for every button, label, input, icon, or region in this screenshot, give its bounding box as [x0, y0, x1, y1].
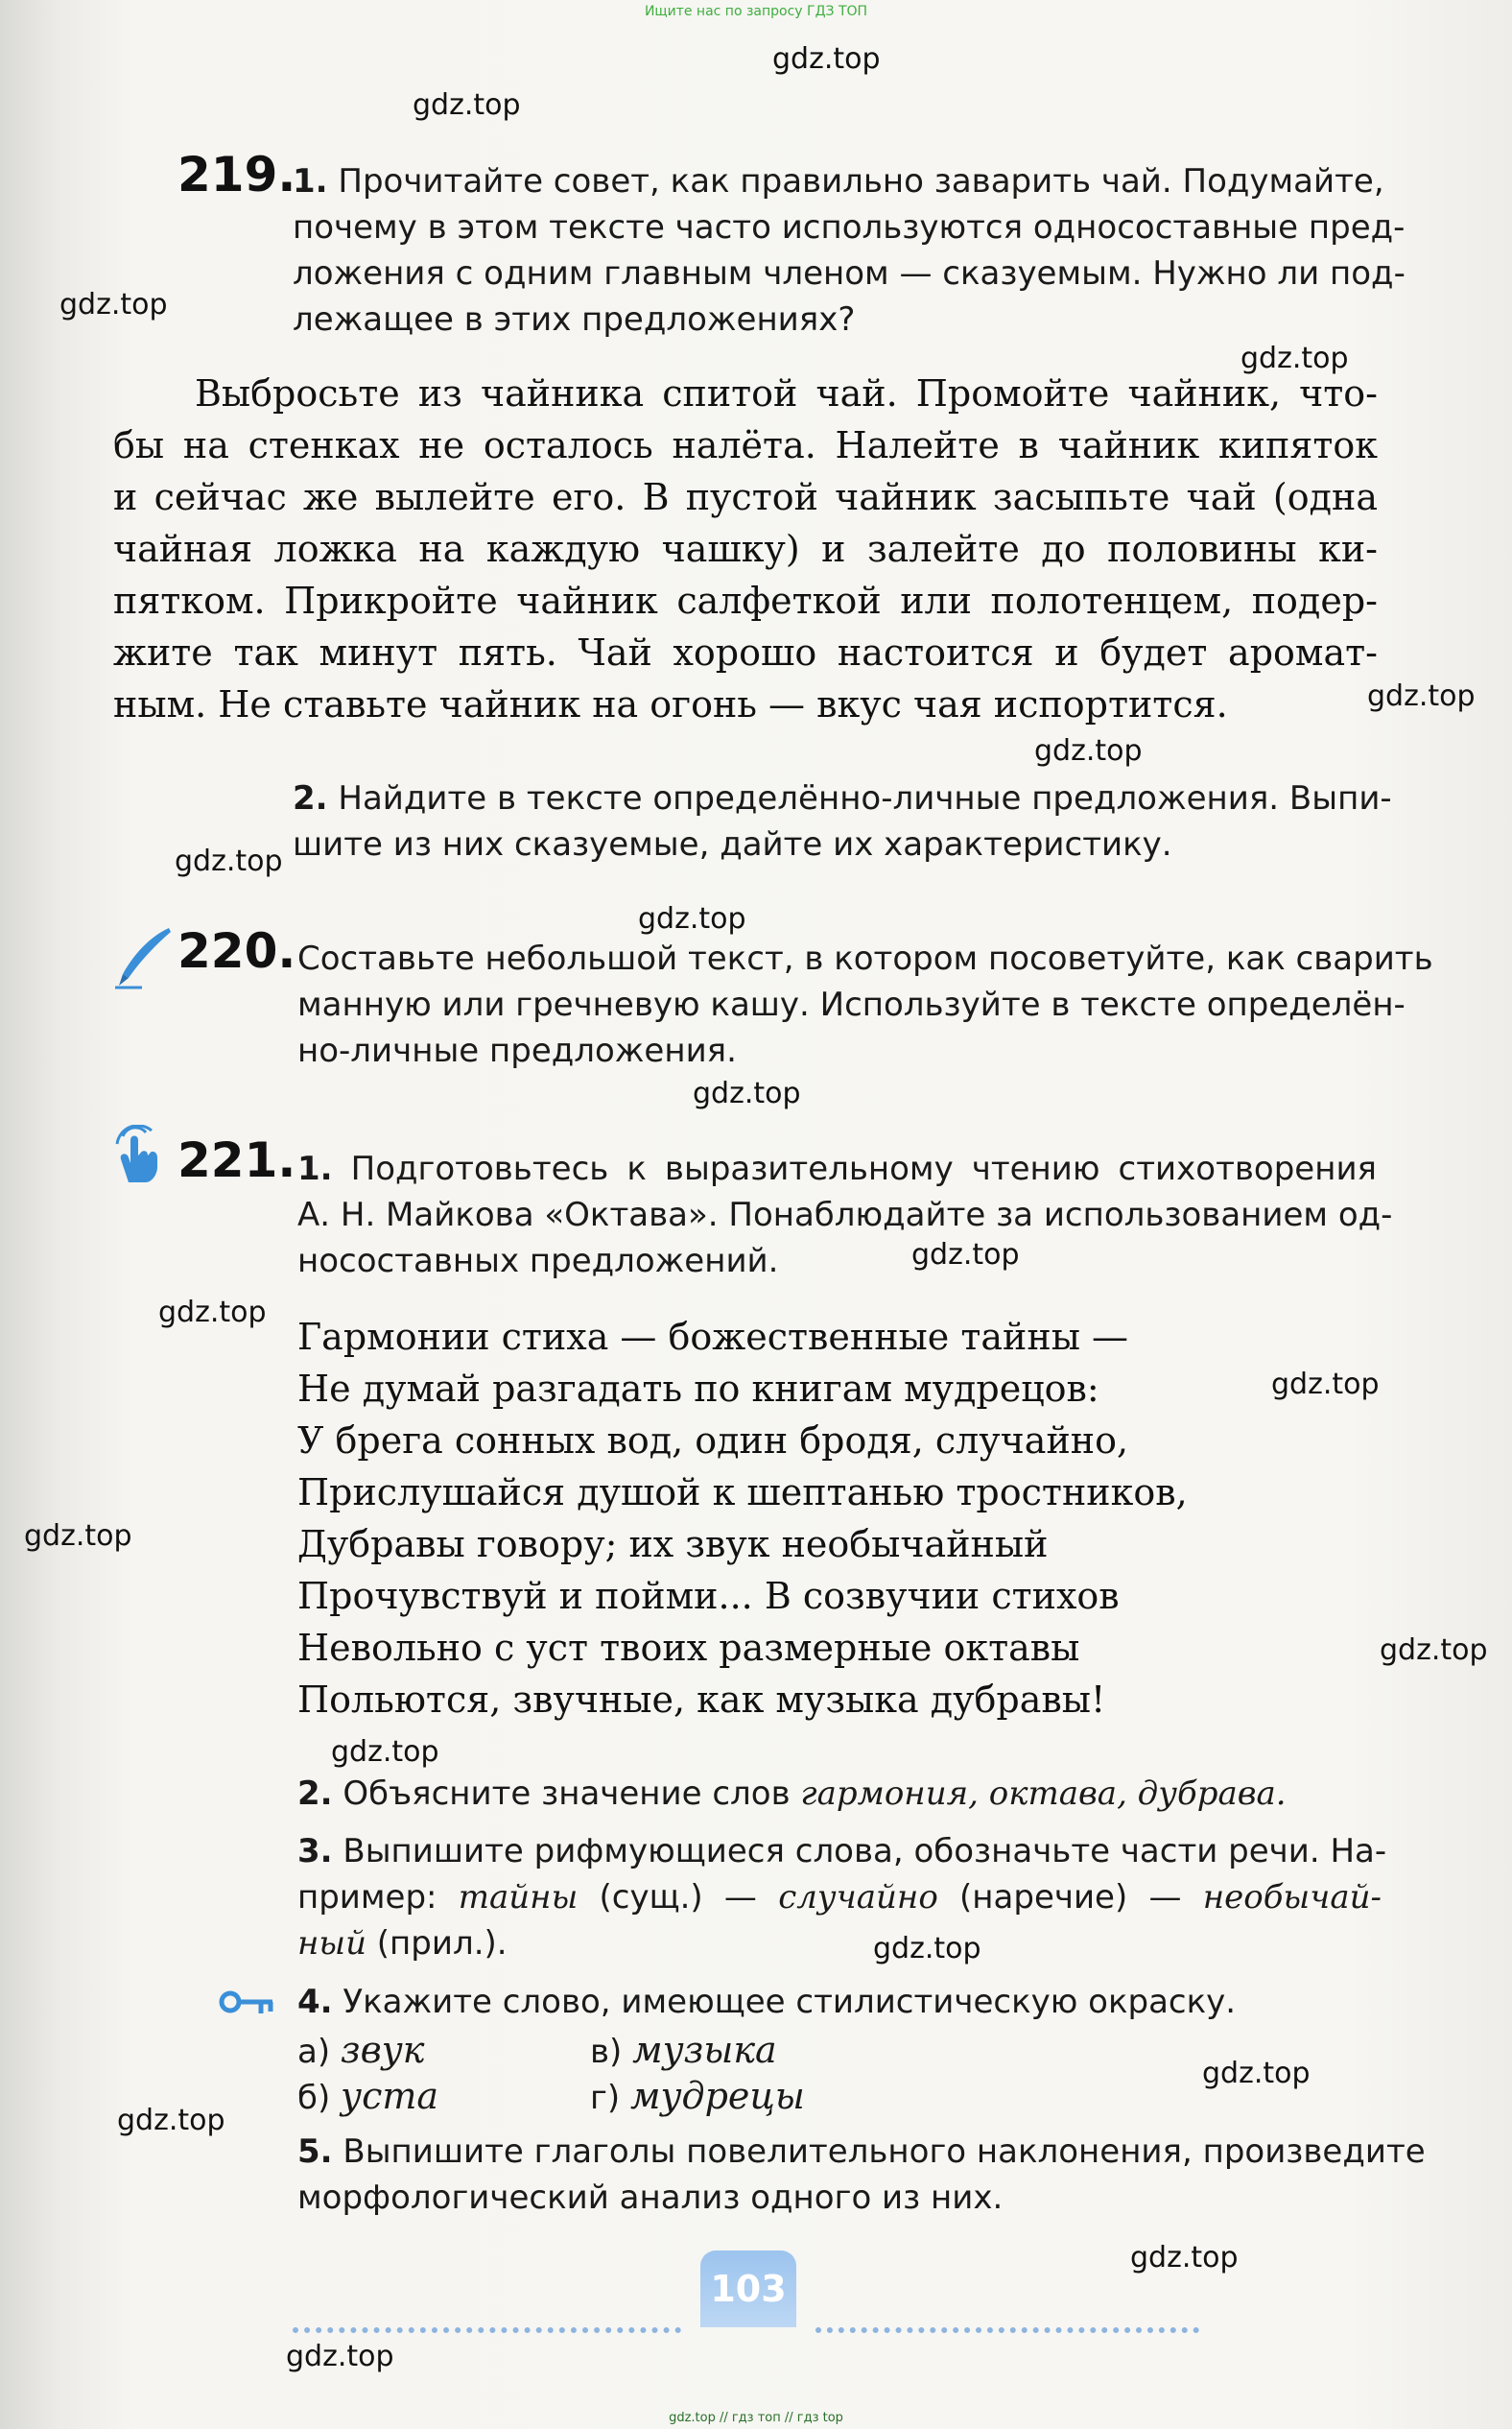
- example-word: необычай-: [1202, 1878, 1382, 1917]
- task-text: Выпишите рифмующиеся слова, обозначьте части речи. На-: [343, 1832, 1387, 1870]
- task-text-line: Прочитайте совет, как правильно заварить чай. Подумайте,: [338, 162, 1384, 201]
- task-text-line: морфологический анализ одного из них.: [297, 2179, 1004, 2217]
- watermark: gdz.top: [1271, 1368, 1380, 1401]
- task-text: (наречие) —: [937, 1878, 1203, 1917]
- example-word: тайны: [458, 1878, 579, 1917]
- text-line: Выбросьте из чайника спитой чай. Промойте чайник, что-: [195, 372, 1378, 415]
- example-word: ный: [297, 1924, 366, 1963]
- watermark: gdz.top: [1130, 2241, 1239, 2274]
- watermark: gdz.top: [873, 1932, 981, 1965]
- ex219-text: [113, 368, 1378, 730]
- watermark: gdz.top: [1240, 342, 1349, 375]
- text-line: бы на стенках не осталось налёта. Налейте в чайник кипяток: [113, 424, 1378, 466]
- bottom-footer[interactable]: gdz.top // гдз топ // гдз top: [669, 2411, 843, 2425]
- poem-line: Прочувствуй и пойми... В созвучии стихов: [297, 1575, 1120, 1617]
- task-number: 1.: [293, 162, 328, 201]
- dotted-rule-right: [815, 2327, 1199, 2333]
- watermark: gdz.top: [59, 288, 168, 321]
- example-word: случайно: [778, 1878, 938, 1917]
- poem-line: Невольно с уст твоих размерные октавы: [297, 1627, 1080, 1669]
- key-icon: [219, 1985, 276, 2019]
- exercise-number-220: 220.: [177, 923, 296, 979]
- watermark: gdz.top: [693, 1077, 801, 1110]
- poem-line: Прислушайся душой к шептанью тростников,: [297, 1471, 1188, 1513]
- watermark: gdz.top: [117, 2104, 225, 2137]
- watermark: gdz.top: [911, 1238, 1020, 1272]
- option-label: б): [297, 2079, 331, 2117]
- task-text-line: Составьте небольшой текст, в котором посоветуйте, как сварить: [297, 940, 1433, 978]
- task-text-line: Подготовьтесь к выразительному чтению стихотворения: [350, 1150, 1377, 1188]
- task-text-line: Найдите в тексте определённо-личные предложения. Выпи-: [338, 779, 1392, 818]
- watermark: gdz.top: [175, 845, 283, 878]
- ex221-task5: [297, 2129, 1426, 2221]
- task-text-line: шите из них сказуемые, дайте их характеристику.: [293, 825, 1172, 864]
- watermark: gdz.top: [24, 1519, 132, 1553]
- task-text-line: почему в этом тексте часто используются односоставные пред-: [293, 208, 1406, 247]
- task-text: Объясните значение слов: [343, 1774, 801, 1813]
- text-line: и сейчас же вылейте его. В пустой чайник засыпьте чай (одна: [113, 476, 1378, 518]
- touch-icon: [107, 1125, 169, 1186]
- poem-line: Польются, звучные, как музыка дубравы!: [297, 1679, 1106, 1721]
- watermark: gdz.top: [331, 1735, 439, 1769]
- watermark: gdz.top: [413, 88, 521, 122]
- ex221-task3: [297, 1828, 1387, 1966]
- task-text-line: ложения с одним главным членом — сказуемым. Нужно ли под-: [293, 254, 1406, 293]
- ex221-task4: [297, 1979, 1382, 2025]
- task-text-line: лежащее в этих предложениях?: [293, 300, 856, 339]
- page-number: 103: [700, 2250, 796, 2327]
- option-word: уста: [341, 2075, 439, 2117]
- task-number: 4.: [297, 1983, 333, 2021]
- task-text: пример:: [297, 1878, 459, 1917]
- option-word: звук: [340, 2029, 425, 2071]
- ex221-task2: [297, 1771, 1382, 1817]
- watermark: gdz.top: [1034, 734, 1143, 768]
- option-v: [590, 2027, 777, 2075]
- watermark: gdz.top: [158, 1296, 267, 1329]
- watermark: gdz.top: [1202, 2057, 1311, 2090]
- watermark: gdz.top: [1380, 1633, 1488, 1667]
- option-b: [297, 2073, 438, 2121]
- top-banner[interactable]: Ищите нас по запросу ГДЗ ТОП: [644, 4, 868, 19]
- task-number: 2.: [297, 1774, 333, 1813]
- poem-line: У брега сонных вод, один бродя, случайно,: [297, 1419, 1129, 1462]
- watermark: gdz.top: [772, 42, 881, 76]
- exercise-number-219: 219.: [177, 147, 296, 202]
- ex220-task: [297, 936, 1433, 1074]
- task-number: 1.: [297, 1150, 333, 1188]
- text-line: чайная ложка на каждую чашку) и залейте до половины ки-: [113, 528, 1378, 570]
- dotted-rule-left: [293, 2327, 681, 2333]
- option-word: музыка: [632, 2029, 777, 2071]
- ex221-task1: [297, 1146, 1393, 1284]
- task-words: гармония, октава, дубрава.: [800, 1774, 1287, 1813]
- text-line: жите так минут пять. Чай хорошо настоится и будет аромат-: [113, 631, 1378, 674]
- poem-line: Гармонии стиха — божественные тайны —: [297, 1316, 1129, 1358]
- watermark: gdz.top: [1367, 679, 1476, 713]
- option-word: мудрецы: [629, 2075, 805, 2117]
- task-number: 3.: [297, 1832, 333, 1870]
- option-label: а): [297, 2033, 331, 2071]
- task-text-line: Выпишите глаголы повелительного наклонения, произведите: [343, 2132, 1426, 2171]
- task-text: (сущ.) —: [578, 1878, 779, 1917]
- poem-line: Дубравы говору; их звук необычайный: [297, 1523, 1049, 1565]
- poem-line: Не думай разгадать по книгам мудрецов:: [297, 1368, 1099, 1410]
- task-text-line: но-личные предложения.: [297, 1032, 737, 1070]
- task-number: 5.: [297, 2132, 333, 2171]
- text-line: пятком. Прикройте чайник салфеткой или полотенцем, подер-: [113, 580, 1378, 622]
- poem: [297, 1311, 1353, 1726]
- option-a: [297, 2027, 425, 2075]
- text-line: ным. Не ставьте чайник на огонь — вкус чая испортится.: [113, 683, 1228, 726]
- task-text-line: носоставных предложений.: [297, 1242, 779, 1280]
- task-text: Укажите слово, имеющее стилистическую окраску.: [343, 1983, 1237, 2021]
- option-g: [590, 2073, 805, 2121]
- ex219-task2: [293, 775, 1392, 868]
- task-text-line: манную или гречневую кашу. Используйте в тексте определён-: [297, 986, 1406, 1024]
- watermark: gdz.top: [286, 2340, 394, 2373]
- task-text: (прил.).: [366, 1924, 508, 1963]
- pen-icon: [113, 926, 173, 989]
- ex219-task1: [293, 158, 1406, 343]
- task-text-line: А. Н. Майкова «Октава». Понаблюдайте за использованием од-: [297, 1196, 1393, 1234]
- watermark: gdz.top: [638, 902, 746, 936]
- exercise-number-221: 221.: [177, 1132, 296, 1188]
- task-number: 2.: [293, 779, 328, 818]
- option-label: г): [590, 2079, 621, 2117]
- option-label: в): [590, 2033, 623, 2071]
